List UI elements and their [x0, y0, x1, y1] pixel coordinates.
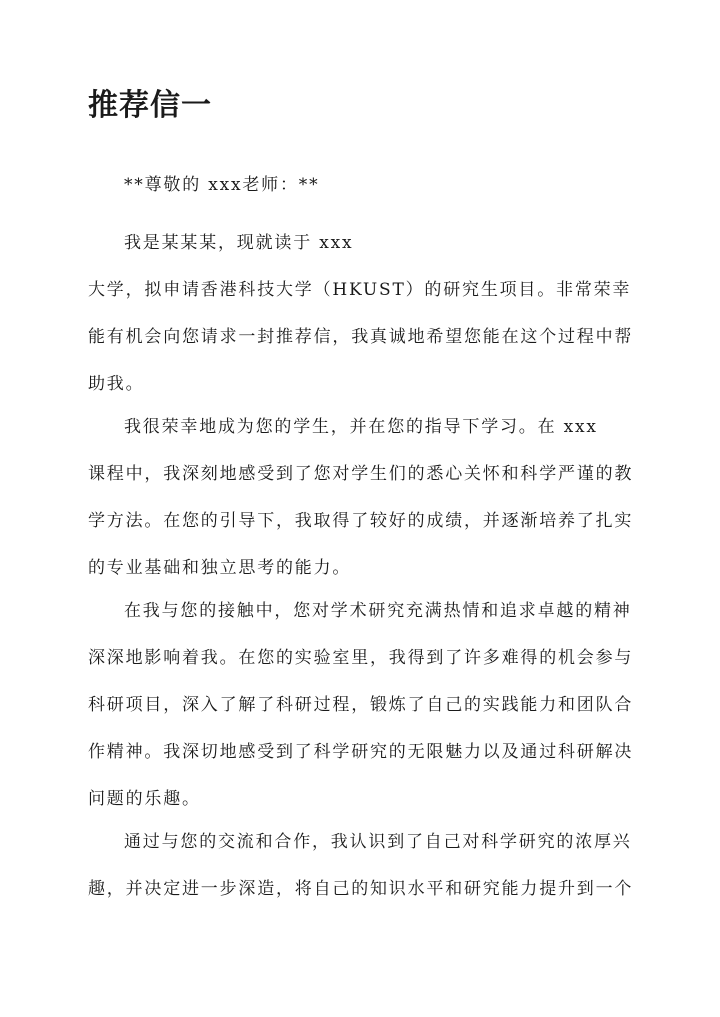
paragraph-intro: 我是某某某，现就读于 xxx 大学，拟申请香港科技大学（HKUST）的研究生项目。非常荣幸能有机会向您请求一封推荐信，我真诚地希望您能在这个过程中帮助我。	[88, 233, 634, 394]
salutation: **尊敬的 xxx老师：**	[124, 175, 320, 195]
paragraph-goal: 通过与您的交流和合作，我认识到了自己对科学研究的浓厚兴趣，并决定进一步深造，将自己的知识水平和研究能力提升到一个	[88, 832, 634, 899]
paragraph-research: 在我与您的接触中，您对学术研究充满热情和追求卓越的精神深深地影响着我。在您的实验室里，我得到了许多难得的机会参与科研项目，深入了解了科研过程，锻炼了自己的实践能力和团队合作精神。我深切地感受到了科学研究的无限魅力以及通过科研解决问题的乐趣。	[88, 601, 634, 809]
document-title: 推荐信一	[88, 88, 212, 123]
paragraph-course: 我很荣幸地成为您的学生，并在您的指导下学习。在 xxx 课程中，我深刻地感受到了您对学生们的悉心关怀和科学严谨的教学方法。在您的引导下，我取得了较好的成绩，并逐渐培养了扎实的专业基础和独立思考的能力。	[88, 417, 634, 578]
